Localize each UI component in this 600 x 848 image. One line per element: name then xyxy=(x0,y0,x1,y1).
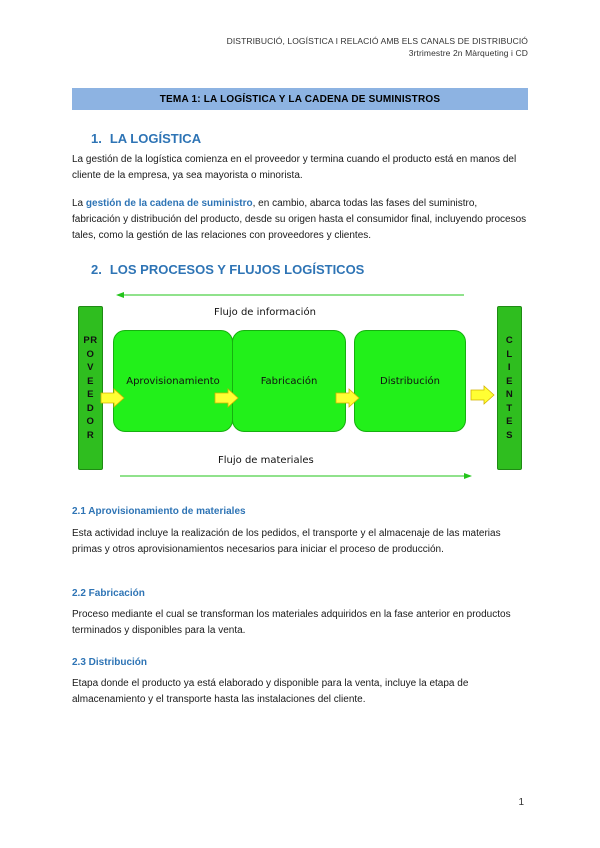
section-1-paragraph-2 xyxy=(72,196,528,244)
stage-fabricacion xyxy=(232,330,346,432)
subsection-2-2-text: Proceso mediante el cual se transforman los materiales adquiridos en la fase anterior en productos terminados y disponibles para la venta. xyxy=(72,609,511,636)
stage-aprovisionamiento xyxy=(113,330,233,432)
para2-lead: La xyxy=(72,198,86,209)
section-2-number: 2. xyxy=(91,262,102,277)
subsection-2-3-text: Etapa donde el producto ya está elaborado y disponible para la venta, incluye la etapa de almacenamiento y el transporte hasta las instalaciones del cliente. xyxy=(72,678,469,705)
supply-chain-term: gestión de la cadena de suministro xyxy=(85,198,253,209)
clients-letter: N xyxy=(505,389,514,400)
supplier-letter: O xyxy=(86,416,95,427)
clients-letter: T xyxy=(506,402,513,414)
section-1-number: 1. xyxy=(91,131,102,146)
supplier-letter: R xyxy=(86,429,95,441)
stage-fabricacion-label: Fabricación xyxy=(260,375,318,387)
materials-flow-arrowhead xyxy=(464,473,472,479)
supplier-letter: PR xyxy=(83,335,98,346)
yellow-arrow-2 xyxy=(214,388,240,408)
running-header-title: DISTRIBUCIÓ, LOGÍSTICA I RELACIÓ AMB ELS CANALS DE DISTRIBUCIÓ xyxy=(226,36,528,46)
supplier-letter: O xyxy=(86,348,95,360)
supplier-letter: E xyxy=(87,375,94,387)
subsection-2-3-title: 2.3 Distribución xyxy=(72,657,148,668)
materials-flow-label: Flujo de materiales xyxy=(218,455,314,466)
supplier-letter: E xyxy=(87,389,94,400)
para2-rest: , en cambio, abarca todas las fases del suministro, fabricación y distribución del producto, desde su origen hasta el consumidor final, incluyendo procesos tales, como la gestión de las relaciones con proveedores y clientes. xyxy=(72,198,527,241)
info-flow-arrowhead xyxy=(116,292,124,298)
subsection-2-1-text: Esta actividad incluye la realización de los pedidos, el transporte y el almacenaje de las materias primas y otros aprovisionamientos necesarios para iniciar el proceso de producción. xyxy=(72,528,501,555)
yellow-arrow-4 xyxy=(470,385,496,405)
topic-banner xyxy=(72,88,528,110)
stage-aprovisionamiento-label: Aprovisionamiento xyxy=(126,375,220,387)
clients-letter: S xyxy=(506,429,513,441)
section-2-title: LOS PROCESOS Y FLUJOS LOGÍSTICOS xyxy=(109,262,365,277)
topic-banner-title: TEMA 1: LA LOGÍSTICA Y LA CADENA DE SUMINISTROS xyxy=(159,93,441,105)
subsection-2-1-title: 2.1 Aprovisionamiento de materiales xyxy=(72,506,246,517)
clients-letter: E xyxy=(506,375,513,387)
section-2-heading xyxy=(91,262,364,277)
info-flow-label: Flujo de información xyxy=(214,307,316,318)
clients-letter: L xyxy=(506,348,513,360)
running-header-subtitle: 3rtrimestre 2n Màrqueting i CD xyxy=(408,48,528,58)
clients-letter: E xyxy=(506,416,513,427)
section-1-paragraph-1: La gestión de la logística comienza en el proveedor y termina cuando el producto está en manos del cliente de la empresa, ya sea mayorista o minorista. xyxy=(72,154,517,181)
stage-distribucion xyxy=(354,330,466,432)
clients-bar xyxy=(497,306,522,470)
stage-distribucion-label: Distribución xyxy=(380,375,440,387)
clients-letter: C xyxy=(505,335,514,346)
section-1-title: LA LOGÍSTICA xyxy=(109,131,202,146)
supplier-letter: D xyxy=(86,402,95,414)
section-1-heading xyxy=(91,131,201,146)
supplier-letter: V xyxy=(87,362,94,373)
yellow-arrow-3 xyxy=(335,388,361,408)
page-number: 1 xyxy=(518,797,524,808)
yellow-arrow-1 xyxy=(100,388,126,408)
subsection-2-2-title: 2.2 Fabricación xyxy=(72,588,145,599)
clients-letter: I xyxy=(507,362,512,373)
